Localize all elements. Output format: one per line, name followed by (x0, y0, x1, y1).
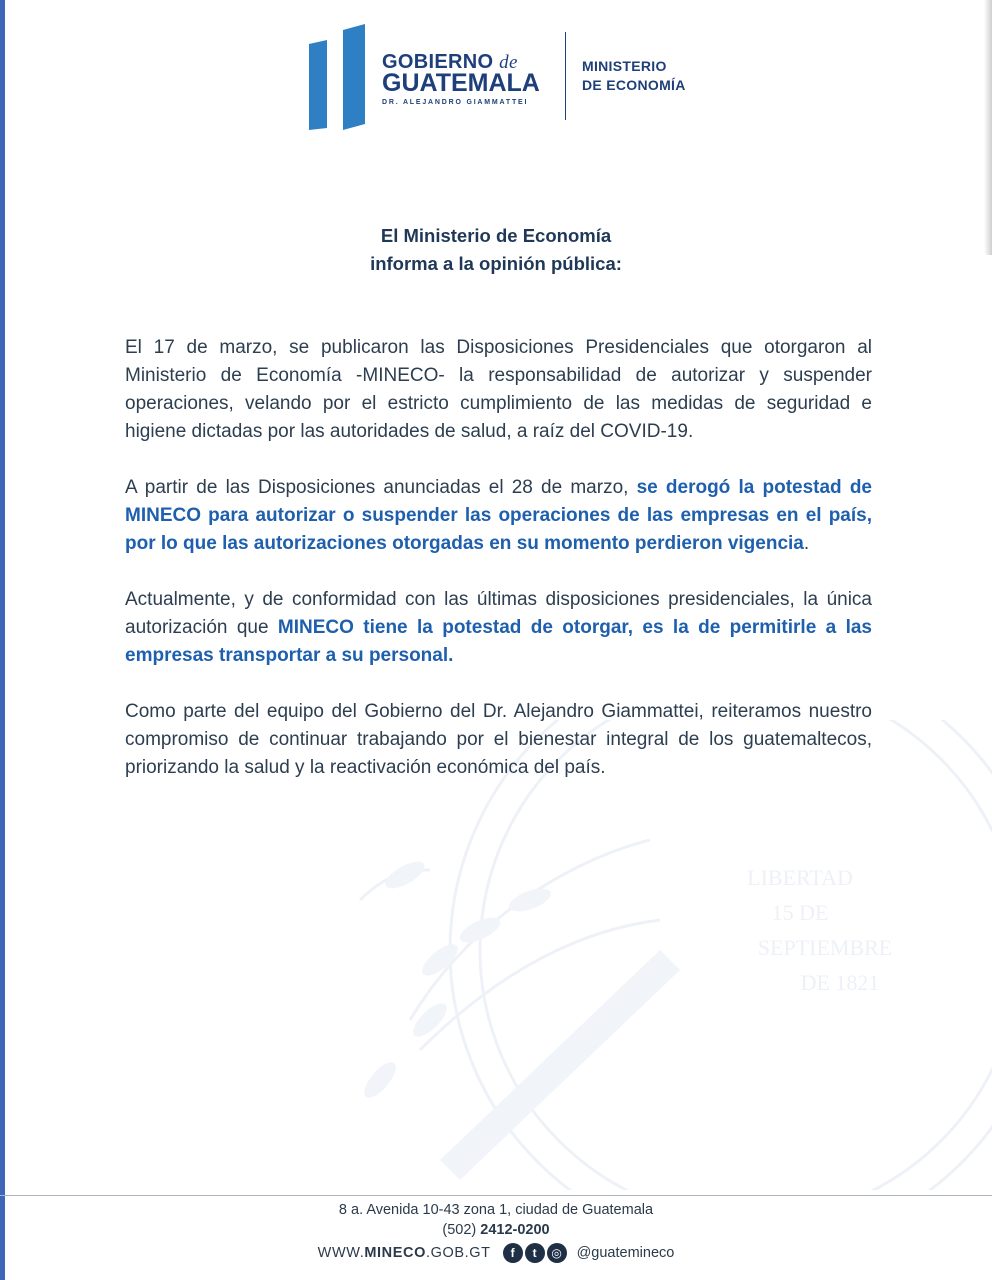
statement-body (125, 334, 872, 810)
logo-guatemala: GUATEMALA (382, 69, 540, 97)
page-title (0, 222, 992, 278)
paragraph-2-highlight: se derogó la potestad de MINECO para autorizar o suspender las operaciones de las empresas en el país, por lo que las autorizaciones otorgadas en su momento perdieron vigencia (125, 477, 872, 554)
ministry-line-2: DE ECONOMÍA (582, 77, 686, 93)
paragraph-2-text: A partir de las Disposiciones anunciadas el 28 de marzo, (125, 477, 637, 498)
logo-gobierno: GOBIERNO (382, 51, 494, 73)
footer (0, 1200, 992, 1263)
paragraph-1: El 17 de marzo, se publicaron las Disposiciones Presidenciales que otorgaron al Ministerio de Economía -MINECO- la responsabilidad de autorizar y suspender operaciones, velando por el estricto cumplimiento de las medidas de seguridad e higiene dictadas por las autoridades de salud, a raíz del COVID-19. (125, 337, 872, 442)
footer-phone (0, 1220, 992, 1240)
twitter-icon[interactable]: t (525, 1243, 545, 1263)
paragraph-3-highlight: MINECO tiene la potestad de otorgar, es la de permitirle a las empresas transportar a su personal. (125, 617, 872, 666)
watermark-line-3: SEPTIEMBRE (757, 935, 893, 960)
paragraph-3 (125, 586, 872, 670)
paragraph-4: Como parte del equipo del Gobierno del Dr. Alejandro Giammattei, reiteramos nuestro compromiso de continuar trabajando por el bienestar integral de los guatemaltecos, priorizando la salud y la reactivación económica del país. (125, 701, 872, 778)
footer-phone-prefix: (502) (442, 1222, 481, 1238)
watermark-line-1: LIBERTAD (747, 865, 853, 890)
footer-address: 8 a. Avenida 10-43 zona 1, ciudad de Guatemala (338, 1202, 654, 1218)
watermark-line-2: 15 DE (771, 900, 829, 925)
title-line-1: El Ministerio de Economía (380, 225, 612, 246)
ministry-line-1: MINISTERIO (582, 58, 667, 74)
ministry-name (582, 57, 686, 95)
social-icons (503, 1243, 567, 1263)
watermark-line-4: DE 1821 (800, 970, 880, 995)
scrollbar-thumb[interactable] (984, 0, 992, 255)
government-logo-bars-icon (305, 22, 369, 132)
footer-web-row (318, 1243, 675, 1263)
footer-phone-number: 2412-0200 (480, 1222, 550, 1238)
social-handle[interactable]: @guatemineco (576, 1245, 675, 1261)
paragraph-3-text: Actualmente, y de conformidad con las últimas disposiciones presidenciales, la única autorización que (125, 589, 872, 638)
website-prefix: WWW. (317, 1245, 365, 1261)
paragraph-2 (125, 474, 872, 558)
left-edge-bar (0, 0, 5, 1280)
paragraph-2-end: . (803, 533, 810, 554)
logo-de: de (499, 52, 518, 73)
website-link[interactable] (318, 1243, 491, 1263)
facebook-icon[interactable]: f (503, 1243, 523, 1263)
government-wordmark (382, 52, 540, 106)
header-logo (305, 22, 725, 132)
website-suffix: .GOB.GT (425, 1245, 491, 1261)
logo-divider (565, 32, 566, 120)
website-brand: MINECO (364, 1245, 426, 1261)
title-line-2: informa a la opinión pública: (370, 253, 622, 274)
footer-divider (0, 1195, 992, 1196)
instagram-icon[interactable]: ◎ (547, 1243, 567, 1263)
logo-president: DR. ALEJANDRO GIAMMATTEI (382, 99, 529, 106)
